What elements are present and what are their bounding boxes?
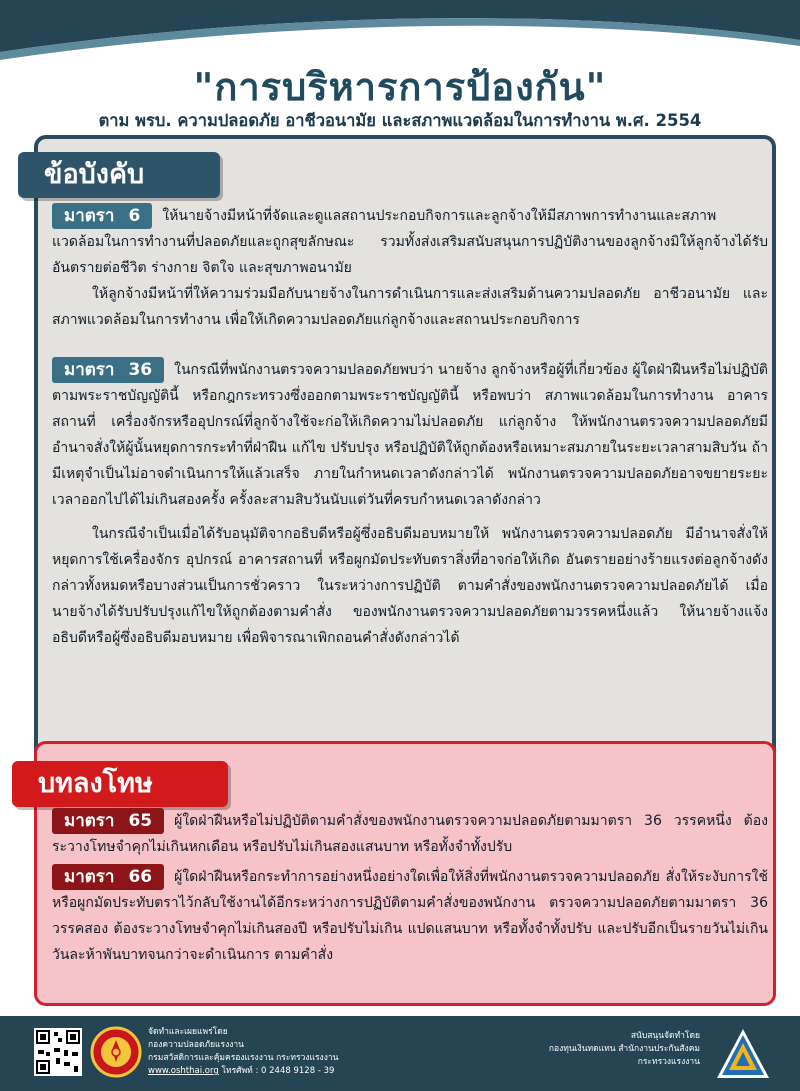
- qr-code-icon[interactable]: [34, 1028, 82, 1076]
- page-subtitle: ตาม พรบ. ความปลอดภัย อาชีวอนามัย และสภาพแวดล้อมในการทำงาน พ.ศ. 2554: [98, 111, 702, 130]
- section-36-block: [52, 357, 768, 651]
- obligations-tab: ข้อบังคับ: [18, 152, 220, 198]
- section-65-block: [52, 808, 768, 860]
- section-65-text: ผู้ใดฝ่าฝืนหรือไม่ปฏิบัติตามคำสั่งของพนักงานตรวจความปลอดภัยตามมาตรา 36 วรรคหนึ่ง ต้องระวางโทษจำคุกไม่เกินหกเดือน หรือปรับไม่เกินสองแสนบาท หรือทั้งจำทั้งปรับ: [52, 813, 768, 855]
- section-36-badge: มาตรา 36: [52, 357, 164, 383]
- section-66-block: [52, 864, 768, 968]
- ministry-seal-icon: [90, 1026, 142, 1078]
- sso-logo-icon: [714, 1026, 772, 1082]
- penalties-tab: บทลงโทษ: [12, 761, 228, 807]
- phone-text: โทรศัพท์ : 0 2448 9128 - 39: [221, 1066, 335, 1076]
- section-66-badge: มาตรา 66: [52, 864, 164, 890]
- website-link[interactable]: www.oshthai.org: [148, 1066, 219, 1076]
- section-6-block: [52, 203, 768, 333]
- footer-sponsor: สนับสนุนจัดทำโดย กองทุนเงินทดแทน สำนักงานประกันสังคม กระทรวงแรงงาน: [548, 1031, 700, 1067]
- section-66-text: ผู้ใดฝ่าฝืนหรือกระทำการอย่างหนึ่งอย่างใดเพื่อให้สิ่งที่พนักงานตรวจความปลอดภัย สั่งให้ระงับการใช้หรือผูกมัดประทับตราไว้กลับใช้งานได้อีกระหว่างการปฏิบัติตามคำสั่งของพนักงาน ตรวจความปลอดภัยตามมาตรา 36 วรรคสอง ต้องระวางโทษจำคุกไม่เกินสองปี หรือปรับไม่เกิน แปดแสนบาท หรือทั้งจำทั้งปรับ และปรับอีกเป็นรายวันไม่เกินวันละห้าพันบาทจนกว่าจะดำเนินการ ตามคำสั่ง: [52, 869, 768, 963]
- section-65-badge: มาตรา 65: [52, 808, 164, 834]
- footer-publisher: จัดทำและเผยแพร่โดย กองความปลอดภัยแรงงาน กรมสวัสดิการและคุ้มครองแรงงาน กระทรวงแรงงาน www.oshthai.org โทรศัพท์ : 0 2448 9128 - 39: [148, 1027, 339, 1076]
- section-6-text-2: ให้ลูกจ้างมีหน้าที่ให้ความร่วมมือกับนายจ้างในการดำเนินการและส่งเสริมด้านความปลอดภัย อาชีวอนามัย และสภาพแวดล้อมในการทำงาน เพื่อให้เกิดความปลอดภัยแก่ลูกจ้างและสถานประกอบกิจการ: [52, 286, 768, 328]
- footer: [0, 1016, 800, 1091]
- page-title: "การบริหารการป้องกัน": [193, 65, 607, 109]
- section-6-badge: มาตรา 6: [52, 203, 152, 229]
- section-36-text-2: ในกรณีจำเป็นเมื่อได้รับอนุมัติจากอธิบดีหรือผู้ซึ่งอธิบดีมอบหมายให้ พนักงานตรวจความปลอดภัย มีอำนาจสั่งให้หยุดการใช้เครื่องจักร อุปกรณ์ อาคารสถานที่ หรือผูกมัดประทับตราสิ่งที่อาจก่อให้เกิด อันตรายอย่างร้ายแรงต่อลูกจ้างดังกล่าวทั้งหมดหรือบางส่วนเป็นการชั่วคราว ในระหว่างการปฏิบัติ ตามคำสั่งของพนักงานตรวจความปลอดภัยได้ เมื่อนายจ้างได้รับปรับปรุงแก้ไขให้ถูกต้องตามคำสั่ง ของพนักงานตรวจความปลอดภัยตามวรรคหนึ่งแล้ว ให้นายจ้างแจ้งอธิบดีหรือผู้ซึ่งอธิบดีมอบหมาย เพื่อพิจารณาเพิกถอนคำสั่งดังกล่าวได้: [52, 526, 768, 646]
- section-36-text: ในกรณีที่พนักงานตรวจความปลอดภัยพบว่า นายจ้าง ลูกจ้างหรือผู้ที่เกี่ยวข้อง ผู้ใดฝ่าฝืนหรือไม่ปฏิบัติตามพระราชบัญญัตินี้ หรือกฎกระทรวงซึ่งออกตามพระราชบัญญัตินี้ หรือพบว่า สภาพแวดล้อมในการทำงาน อาคาร สถานที่ เครื่องจักรหรืออุปกรณ์ที่ลูกจ้างใช้จะก่อให้เกิดความไม่ปลอดภัย แก่ลูกจ้าง ให้พนักงานตรวจความปลอดภัยมีอำนาจสั่งให้ผู้นั้นหยุดการกระทำที่ฝ่าฝืน แก้ไข ปรับปรุง หรือปฏิบัติให้ถูกต้องหรือเหมาะสมภายในระยะเวลาสามสิบวัน ถ้ามีเหตุจำเป็นไม่อาจดำเนินการให้แล้วเสร็จ ภายในกำหนดเวลาดังกล่าวได้ พนักงานตรวจความปลอดภัยอาจขยายระยะเวลาออกไปได้ไม่เกินสองครั้ง ครั้งละสามสิบวันนับแต่วันที่ครบกำหนดเวลาดังกล่าว: [52, 362, 768, 508]
- section-6-text: ให้นายจ้างมีหน้าที่จัดและดูแลสถานประกอบกิจการและลูกจ้างให้มีสภาพการทำงานและสภาพแวดล้อมในการทำงานที่ปลอดภัยและถูกสุขลักษณะ รวมทั้งส่งเสริมสนับสนุนการปฏิบัติงานของลูกจ้างมิให้ลูกจ้างได้รับอันตรายต่อชีวิต ร่างกาย จิตใจ และสุขภาพอนามัย: [52, 208, 768, 276]
